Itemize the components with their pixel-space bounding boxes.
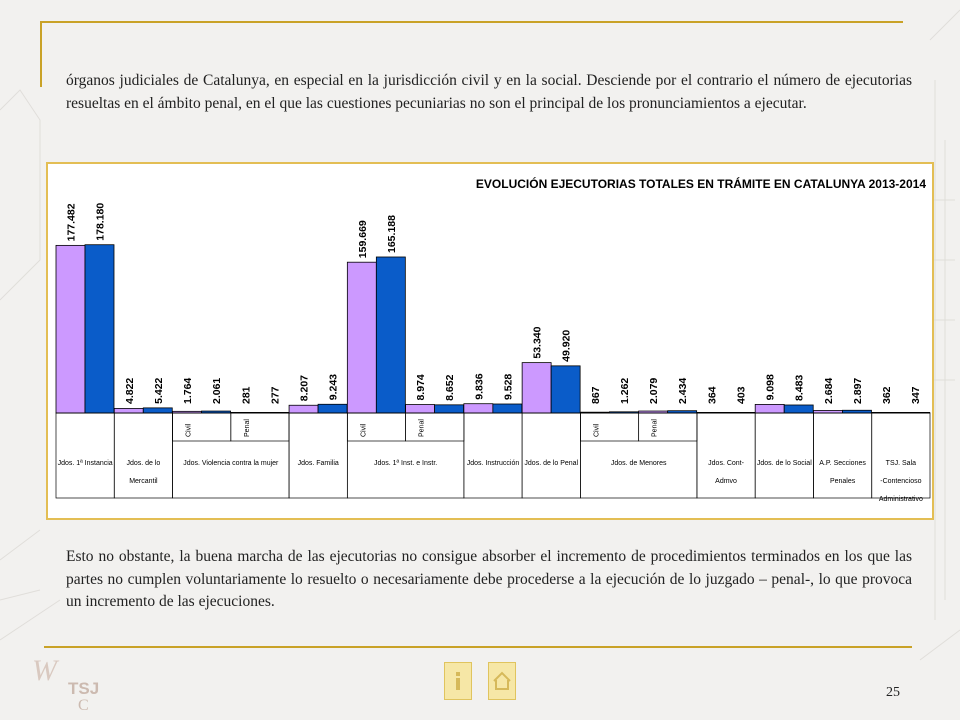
value-label-2014-11: 403 <box>735 386 748 404</box>
sublabel-6: Penal <box>418 419 426 437</box>
group-cell-0 <box>56 413 114 498</box>
value-label-2013-9: 867 <box>589 386 602 404</box>
group-label-5-0: Jdos. Instrucción <box>466 460 520 467</box>
sublabel-5: Civil <box>360 423 368 437</box>
sublabel-10: Penal <box>651 419 659 437</box>
value-label-2013-0: 177.482 <box>65 203 78 242</box>
bar-2013-7 <box>464 404 493 413</box>
value-label-2014-8: 49.920 <box>560 329 573 362</box>
value-label-2013-11: 364 <box>706 386 719 404</box>
bar-2014-1 <box>143 408 172 413</box>
value-label-2014-9: 1.262 <box>618 377 631 404</box>
value-label-2014-0: 178.180 <box>94 202 107 241</box>
sublabel-cell-5 <box>347 413 405 441</box>
value-label-2014-6: 8.652 <box>444 374 457 401</box>
value-label-2013-1: 4.822 <box>123 377 136 404</box>
group-cell-9 <box>755 413 813 498</box>
value-label-2014-3: 277 <box>269 386 282 404</box>
frame-bottom-line <box>44 646 912 648</box>
value-label-2014-12: 8.483 <box>793 374 806 401</box>
bar-2013-13 <box>813 410 842 413</box>
frame-left-line <box>40 21 42 87</box>
group-label-8-1: Admvo <box>715 478 737 485</box>
group-cell-8 <box>697 413 755 498</box>
group-label-1-1: Mercantil <box>129 478 158 485</box>
value-label-2014-5: 165.188 <box>385 215 398 253</box>
group-label-7-0: Jdos. de Menores <box>610 460 667 467</box>
value-label-2014-14: 347 <box>910 386 923 404</box>
bar-2014-13 <box>842 410 871 413</box>
bar-2013-8 <box>522 363 551 413</box>
page-number: 25 <box>886 685 900 700</box>
bar-2014-6 <box>435 405 464 413</box>
value-label-2013-13: 2.684 <box>822 377 835 404</box>
value-label-2013-12: 9.098 <box>764 374 777 401</box>
bar-2014-5 <box>376 257 405 413</box>
value-label-2014-1: 5.422 <box>152 377 165 404</box>
group-label-11-1: -Contencioso <box>880 478 922 485</box>
info-icon <box>451 670 465 692</box>
sublabel-cell-9 <box>580 413 638 441</box>
bar-2014-7 <box>493 404 522 413</box>
group-cell-6 <box>522 413 580 498</box>
logo-sub: C <box>78 697 89 712</box>
group-label-6-0: Jdos. de lo Penal <box>524 460 579 467</box>
sublabel-cell-6 <box>406 413 464 441</box>
value-label-2013-8: 53.340 <box>531 326 544 359</box>
frame-top-line <box>40 21 903 23</box>
value-label-2014-7: 9.528 <box>502 373 515 401</box>
value-label-2013-7: 9.836 <box>473 373 486 400</box>
bar-2014-8 <box>551 366 580 413</box>
value-label-2013-14: 362 <box>881 386 894 404</box>
value-label-2013-5: 159.669 <box>356 220 369 259</box>
group-label-1-0: Jdos. de lo <box>126 460 161 467</box>
group-cell-11 <box>872 413 930 498</box>
paragraph-1: órganos judiciales de Catalunya, en especial en la jurisdicción civil y en la social. Desciende por el contrario el número de ejecutorias resueltas en el ámbito penal, en el que las cuestiones pecuniarias no son el principal de los pronunciamientos a ejecutar. <box>66 72 912 112</box>
sublabel-cell-3 <box>231 413 289 441</box>
bar-2013-12 <box>755 404 784 413</box>
group-cell-3 <box>289 413 347 498</box>
value-label-2014-4: 9.243 <box>327 373 340 401</box>
group-label-2-0: Jdos. Violencia contra la mujer <box>183 460 279 467</box>
chart-title: EVOLUCIÓN EJECUTORIAS TOTALES EN TRÁMITE EN CATALUNYA 2013-2014 <box>475 177 926 191</box>
chart-container <box>46 162 934 520</box>
group-label-11-2: Administrativo <box>878 496 923 503</box>
bar-2014-12 <box>784 405 813 413</box>
group-cell-1 <box>114 413 172 498</box>
home-icon <box>492 671 512 691</box>
bar-2013-0 <box>56 245 85 413</box>
group-label-8-0: Jdos. Cont- <box>708 460 744 467</box>
sublabel-3: Penal <box>243 419 251 437</box>
group-label-10-1: Penales <box>829 478 856 485</box>
value-label-2013-2: 1.764 <box>182 377 195 404</box>
home-button[interactable] <box>488 662 516 700</box>
info-button[interactable] <box>444 662 472 700</box>
svg-text:W: W <box>32 654 57 687</box>
group-label-9-0: Jdos. de lo Social <box>756 460 812 467</box>
group-label-3-0: Jdos. Familia <box>297 460 339 467</box>
value-label-2013-3: 281 <box>240 386 253 404</box>
bar-2013-6 <box>406 405 435 413</box>
sublabel-2: Civil <box>185 423 193 437</box>
bar-2013-1 <box>114 408 143 413</box>
ejecutorias-chart <box>48 164 932 518</box>
logo-letters: TSJ <box>68 679 100 698</box>
group-cell-5 <box>464 413 522 498</box>
paragraph-2: Esto no obstante, la buena marcha de las ejecutorias no consigue absorber el incremento de procedimientos terminados en los que las partes no cumplen voluntariamente lo resuelto o necesariamente debe procederse a la ejecución de lo juzgado – penal-, lo que provoca un incremento de las ejecuciones. <box>66 548 912 610</box>
value-label-2014-10: 2.434 <box>677 377 690 404</box>
value-label-2013-4: 8.207 <box>298 374 311 402</box>
group-label-11-0: TSJ. Sala <box>885 460 917 467</box>
bar-2014-0 <box>85 245 114 413</box>
value-label-2014-2: 2.061 <box>211 377 224 404</box>
sublabel-9: Civil <box>593 423 601 437</box>
tsjc-logo <box>30 650 110 712</box>
bar-2014-4 <box>318 404 347 413</box>
group-label-10-0: A.P. Secciones <box>819 460 866 467</box>
group-label-0-0: Jdos. 1ª Instancia <box>57 460 113 467</box>
bar-2013-4 <box>289 405 318 413</box>
sublabel-cell-2 <box>173 413 231 441</box>
value-label-2013-6: 8.974 <box>415 374 428 401</box>
value-label-2013-10: 2.079 <box>648 377 661 404</box>
group-cell-10 <box>813 413 871 498</box>
group-label-4-0: Jdos. 1ª Inst. e Instr. <box>373 460 438 467</box>
value-label-2014-13: 2.897 <box>851 377 864 404</box>
sublabel-cell-10 <box>639 413 697 441</box>
bar-2013-5 <box>347 262 376 413</box>
